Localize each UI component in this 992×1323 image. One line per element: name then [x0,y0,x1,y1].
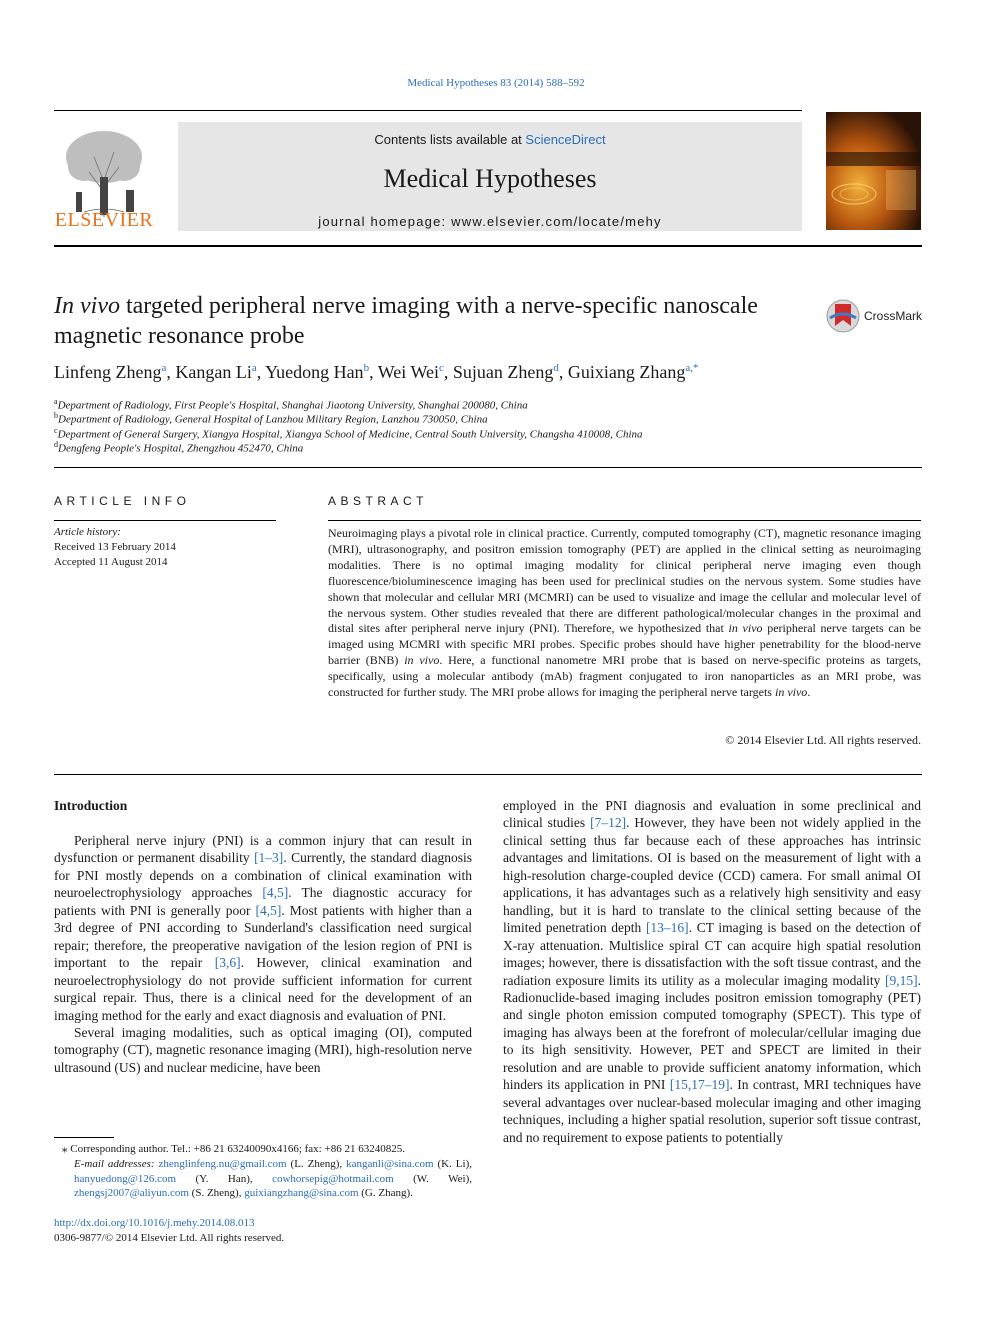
reference-link[interactable]: [3,6] [214,955,241,971]
author[interactable]: Linfeng Zheng$^a$ [54,362,167,382]
abstract-rule [328,520,921,521]
email-link[interactable]: hanyuedong@126.com [74,1172,177,1185]
email-addresses: E-mail addresses: zhenglinfeng.nu@gmail.com (L. Zheng), kanganli@sina.com (K. Li), hanyuedong@126.com (Y. Han), cowhorsepig@hotmail.com (W. Wei), zhengsj2007@aliyun.com (S. Zheng), guixiangzhang@sina.com (G. Zhang). [74,1157,473,1200]
abstract-text: Neuroimaging plays a pivotal role in clinical practice. Currently, computed tomography (CT), magnetic resonance imaging (MRI), ultrasonography, and positron emission tomography (PET) are applied in the clinical setting as neuroimaging modalities. There is no optimal imaging modality for clinical peripheral nerve imaging even though fluorescence/bioluminescence imaging has been used for preclinical studies on the nervous system. Some studies have shown that molecular and cellular MRI (MCMRI) can be used to visualize and image the cellular and molecular level of the nervous system. Other studies revealed that there are different pathological/molecular changes in the proximal and distal sites after peripheral nerve injury (PNI). Therefore, we hypothesized that in vivo peripheral nerve targets can be imaged using MCMRI with specific MRI probes. Specific probes should have higher penetrability for the blood-nerve barrier (BNB) in vivo. Here, a functional nanometre MRI probe that is based on nerve-specific proteins as targets, specifically, using a molecular antibody (mAb) fragment conjugated to iron nanoparticles as an MRI probe, was constructed for further study. The MRI probe allows for imaging the peripheral nerve targets in vivo. [328,526,921,700]
journal-masthead [54,110,922,247]
title-main-part: targeted peripheral nerve imaging with a nerve-specific nanoscale magnetic resonance probe [54,293,758,349]
masthead-center-box [178,122,802,231]
author-list: Linfeng Zheng$^a$, Kangan Li$^a$, Yuedong Han$^b$, Wei Wei$^c$, Sujuan Zheng$^d$, Guixiang Zhang$^{a,*}$ [54,362,699,382]
body-paragraph: employed in the PNI diagnosis and evaluation in some preclinical and clinical studies [7–12]. However, they have been not widely applied in the clinical setting thus far because each of these approaches has intrinsic advantages and limitations. OI is based on the measurement of light with a high-resolution charge-coupled device (CCD) camera. For small animal OI applications, it has advantages such as a relatively high sensitivity and easy handling, but it is hard to translate to the clinical setting because of the limited penetration depth [13–16]. CT imaging is based on the detection of X-ray attenuation. Multislice spiral CT can acquire high spatial resolution images; however, there is dissatisfaction with the soft tissue contrast, and the radiation exposure limits its utility as a molecular imaging modality [9,15]. Radionuclide-based imaging includes positron emission tomography (PET) and single photon emission computed tomography (SPECT). This type of imaging has always been at the forefront of molecular/cellular imaging due to its high sensitivity. However, PET and SPECT are limited in their resolution and are unable to provide sufficient anatomy information, which hinders its application in PNI [15,17–19]. In contrast, MRI techniques have several advantages over nuclear-based molecular imaging and other imaging techniques, including a higher spatial resolution, superior soft tissue contrast, and no requirement to expose patients to potentially [503,798,921,1145]
journal-name: Medical Hypotheses [383,164,597,193]
journal-cover-thumbnail[interactable] [826,112,921,230]
reference-link[interactable]: [7–12] [590,815,627,831]
masthead-top-rule [54,110,802,111]
body-paragraph: Peripheral nerve injury (PNI) is a common injury that can result in dysfunction or permanent disability [1–3]. Currently, the standard diagnosis for PNI mostly depends on a combination of clinical examination with neuroelectrophysiology approaches [4,5]. The diagnostic accuracy for patients with PNI is generally poor [4,5]. Most patients with higher than a 3rd degree of PNI according to Sunderland's classification need surgical repair; therefore, the preoperative navigation of the lesion region of PNI is important to the repair [3,6]. However, clinical examination and neuroelectrophysiology do not provide sufficient information for current surgical repair. Thus, there is a clinical need for the development of an imaging method for the early and exact diagnosis and evaluation of PNI. [54,833,473,1023]
email-link[interactable]: guixiangzhang@sina.com [244,1187,359,1200]
contents-lists-line [178,132,802,147]
reference-link[interactable]: [9,15] [885,972,918,988]
affiliation: $^a$Department of Radiology, First People's Hospital, Shanghai Jiaotong University, Shanghai 200080, China [54,397,528,412]
email-link[interactable]: zhengsj2007@aliyun.com [74,1187,189,1200]
footnote-star: ⁎ [62,1143,68,1155]
email-link[interactable]: cowhorsepig@hotmail.com [272,1172,394,1185]
elsevier-wordmark[interactable]: ELSEVIER [54,209,154,231]
doi-block [54,1216,284,1246]
corresponding-text: Corresponding author. Tel.: +86 21 63240090x4166; fax: +86 21 63240825. [67,1143,405,1155]
corresponding-author-footnote [54,1142,472,1201]
affiliation: $^d$Dengfeng People's Hospital, Zhengzhou 452470, China [54,440,304,455]
article-info-rule [54,520,276,521]
introduction-heading: Introduction [54,798,128,813]
body-paragraph: Several imaging modalities, such as optical imaging (OI), computed tomography (CT), magnetic resonance imaging (MRI), high-resolution nerve ultrasound (US) and nuclear medicine, have been [54,1024,472,1075]
reference-link[interactable]: [1–3] [254,850,284,866]
received-date: Received 13 February 2014 [54,541,176,553]
doi-link[interactable]: http://dx.doi.org/10.1016/j.mehy.2014.08.013 [54,1217,255,1229]
article-history [54,525,276,570]
crossmark-badge[interactable] [826,298,926,334]
journal-homepage [178,214,802,229]
abstract-copyright: © 2014 Elsevier Ltd. All rights reserved. [725,733,921,747]
footnote-rule [54,1137,114,1138]
contents-prefix: Contents lists available at [374,132,526,147]
issn-copyright: 0306-9877/© 2014 Elsevier Ltd. All rights reserved. [54,1232,285,1244]
reference-link[interactable]: [4,5] [262,885,289,901]
email-link[interactable]: zhenglinfeng.nu@gmail.com [158,1157,287,1170]
affiliation: $^b$Department of Radiology, General Hospital of Lanzhou Military Region, Lanzhou 730050, China [54,411,488,426]
abstract-bottom-divider [54,774,922,775]
homepage-prefix: journal homepage: [318,214,452,229]
reference-link[interactable]: [13–16] [645,920,689,936]
crossmark-label: CrossMark [864,309,923,323]
header-divider [54,467,922,468]
author[interactable]: Guixiang Zhang$^{a,*}$ [567,362,699,382]
masthead-bottom-rule [54,245,922,247]
title-italic-part: In vivo [54,293,120,319]
reference-link[interactable]: [4,5] [255,902,282,918]
author[interactable]: Sujuan Zheng$^d$ [452,362,559,382]
author[interactable]: Yuedong Han$^b$ [265,362,370,382]
author[interactable]: Wei Wei$^c$ [377,362,444,382]
email-link[interactable]: kanganli@sina.com [346,1157,434,1170]
accepted-date: Accepted 11 August 2014 [54,556,168,568]
abstract-heading: ABSTRACT [328,494,429,508]
article-info-heading: ARTICLE INFO [54,494,191,508]
article-title [54,291,794,351]
journal-citation[interactable]: Medical Hypotheses 83 (2014) 588–592 [407,77,585,89]
reference-link[interactable]: [15,17–19] [669,1077,730,1093]
sciencedirect-link[interactable]: ScienceDirect [525,132,606,147]
homepage-url-link[interactable]: www.elsevier.com/locate/mehy [451,214,662,229]
crossmark-icon [826,298,860,334]
affiliation: $^c$Department of General Surgery, Xiangya Hospital, Xiangya School of Medicine, Central South University, Changsha 410008, China [54,426,643,441]
body-right-column [503,797,921,1146]
body-left-column [54,832,472,1076]
author[interactable]: Kangan Li$^a$ [175,362,257,382]
history-label: Article history: [54,526,121,538]
